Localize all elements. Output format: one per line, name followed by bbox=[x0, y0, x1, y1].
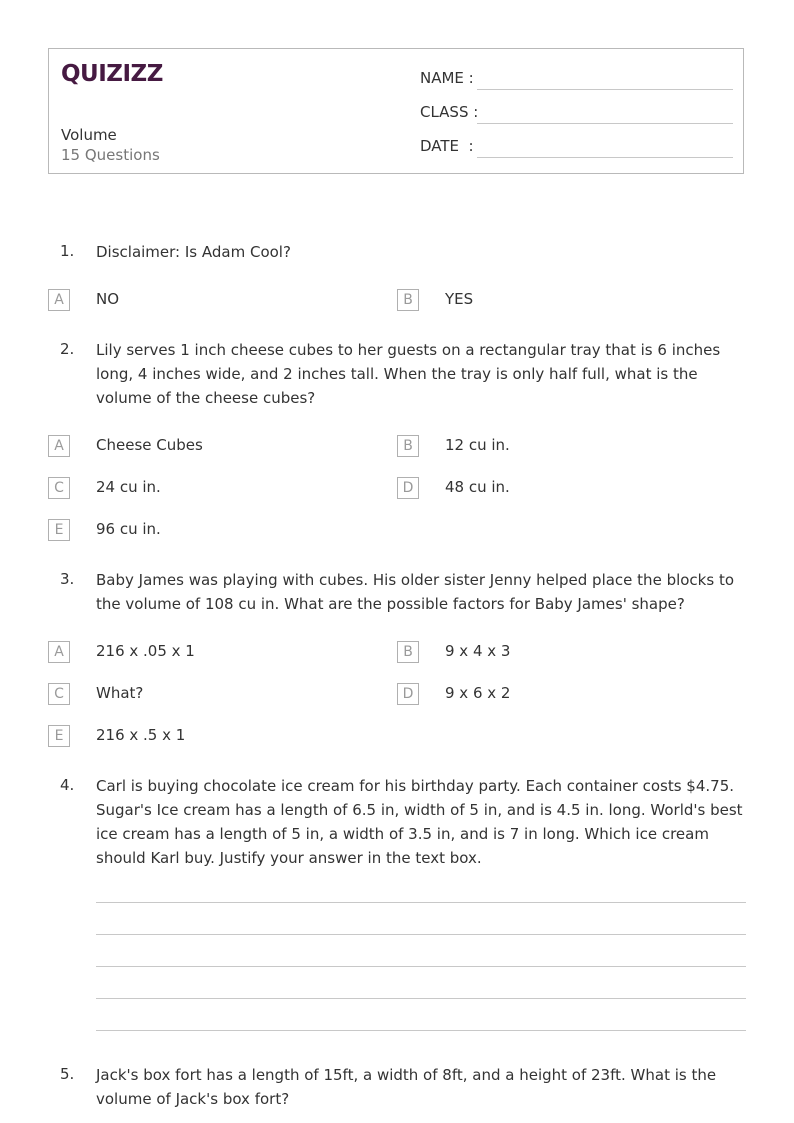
answer-line bbox=[96, 934, 746, 935]
question-text: Baby James was playing with cubes. His older sister Jenny helped place the blocks to the volume of 108 cu in. What are the possible factors for Baby James' shape? bbox=[96, 571, 735, 613]
question-text: Disclaimer: Is Adam Cool? bbox=[96, 243, 291, 261]
option-3d[interactable] bbox=[397, 683, 697, 707]
date-line bbox=[477, 157, 733, 158]
answer-line bbox=[96, 1030, 746, 1031]
option-letter-box: D bbox=[397, 683, 419, 705]
answer-line bbox=[96, 966, 746, 967]
option-text: 96 cu in. bbox=[96, 520, 161, 538]
option-letter-box: A bbox=[48, 289, 70, 311]
answer-line bbox=[96, 998, 746, 999]
option-text: 9 x 6 x 2 bbox=[445, 684, 511, 702]
name-label: NAME : bbox=[420, 69, 474, 87]
date-label: DATE : bbox=[420, 137, 474, 155]
question-number: 5. bbox=[60, 1065, 75, 1083]
question-number: 1. bbox=[60, 242, 75, 260]
question-number: 2. bbox=[60, 340, 75, 358]
question-text: Lily serves 1 inch cheese cubes to her guests on a rectangular tray that is 6 inches long, 4 inches wide, and 2 inches tall. When the tray is only half full, what is the volume of the cheese cubes? bbox=[96, 341, 721, 407]
question-count: 15 Questions bbox=[61, 146, 160, 164]
option-letter-box: E bbox=[48, 725, 70, 747]
option-letter-box: A bbox=[48, 435, 70, 457]
option-2a[interactable] bbox=[48, 435, 348, 459]
option-text: 24 cu in. bbox=[96, 478, 161, 496]
option-text: 12 cu in. bbox=[445, 436, 510, 454]
option-3c[interactable] bbox=[48, 683, 348, 707]
option-2c[interactable] bbox=[48, 477, 348, 501]
option-3b[interactable] bbox=[397, 641, 697, 665]
date-field[interactable] bbox=[420, 137, 733, 161]
option-3e[interactable] bbox=[48, 725, 348, 749]
option-2b[interactable] bbox=[397, 435, 697, 459]
class-field[interactable] bbox=[420, 103, 733, 127]
option-letter-box: C bbox=[48, 683, 70, 705]
option-letter-box: B bbox=[397, 435, 419, 457]
option-text: 9 x 4 x 3 bbox=[445, 642, 511, 660]
option-3a[interactable] bbox=[48, 641, 348, 665]
option-text: What? bbox=[96, 684, 144, 702]
quizizz-logo: QUIZIZZ bbox=[61, 61, 163, 87]
name-field[interactable] bbox=[420, 69, 733, 93]
option-letter-box: B bbox=[397, 289, 419, 311]
option-letter-box: E bbox=[48, 519, 70, 541]
class-line bbox=[477, 123, 733, 124]
class-label: CLASS : bbox=[420, 103, 479, 121]
option-text: Cheese Cubes bbox=[96, 436, 203, 454]
option-text: 216 x .5 x 1 bbox=[96, 726, 186, 744]
option-text: YES bbox=[445, 290, 474, 308]
question-text: Jack's box fort has a length of 15ft, a width of 8ft, and a height of 23ft. What is the volume of Jack's box fort? bbox=[96, 1066, 717, 1108]
option-2d[interactable] bbox=[397, 477, 697, 501]
option-1b[interactable] bbox=[397, 289, 697, 313]
worksheet-header bbox=[48, 48, 744, 174]
worksheet-title: Volume bbox=[61, 126, 117, 144]
option-letter-box: B bbox=[397, 641, 419, 663]
answer-line bbox=[96, 902, 746, 903]
option-text: NO bbox=[96, 290, 120, 308]
option-letter-box: C bbox=[48, 477, 70, 499]
option-1a[interactable] bbox=[48, 289, 348, 313]
option-2e[interactable] bbox=[48, 519, 348, 543]
option-letter-box: A bbox=[48, 641, 70, 663]
option-letter-box: D bbox=[397, 477, 419, 499]
question-number: 3. bbox=[60, 570, 75, 588]
option-text: 216 x .05 x 1 bbox=[96, 642, 195, 660]
option-text: 48 cu in. bbox=[445, 478, 510, 496]
question-number: 4. bbox=[60, 776, 75, 794]
question-text: Carl is buying chocolate ice cream for his birthday party. Each container costs $4.75. Sugar's Ice cream has a length of 6.5 in, width of 5 in, and is 4.5 in. long. World's best ice cream has a length of 5 in, a width of 3.5 in, and is 7 in long. Which ice cream should Karl buy. Justify your answer in the text box. bbox=[96, 777, 743, 867]
name-line bbox=[477, 89, 733, 90]
